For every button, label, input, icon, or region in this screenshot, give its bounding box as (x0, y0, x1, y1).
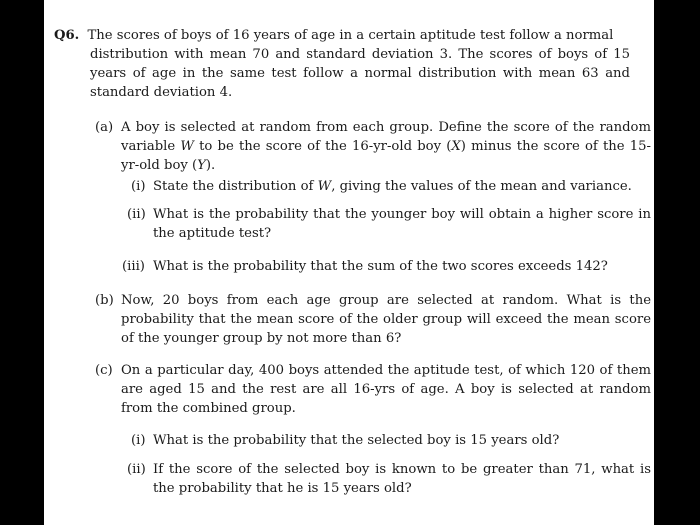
part-a (95, 118, 651, 175)
part-a-sub-iii-text: What is the probability that the sum of the two scores exceeds 142? (153, 259, 608, 274)
part-a-sub-i-label: (i) (131, 179, 146, 194)
question-number: Q6. (54, 28, 80, 43)
part-c-label: (c) (95, 363, 113, 378)
part-c-sub-i-label: (i) (131, 433, 146, 448)
part-a-text-1: A boy is selected at random from each group. Define the score of the random variable (121, 120, 651, 154)
part-a-text-3: ) minus the score of the 15-yr-old boy ( (121, 139, 651, 173)
part-b-label: (b) (95, 293, 114, 308)
part-a-sub-i-text-1: State the distribution of (153, 179, 318, 194)
var-w: W (180, 139, 194, 154)
question-intro-rest: distribution with mean 70 and standard deviation 3. The scores of boys of 15 years of age in the same test follow a normal distribution with mean 63 and standard deviation 4. (90, 47, 630, 100)
part-c-text: On a particular day, 400 boys attended the aptitude test, of which 120 of them are aged 15 and the rest are all 16-yrs of age. A boy is selected at random from the combined group. (121, 363, 651, 416)
var-x: X (451, 139, 461, 154)
part-a-text-4: ). (205, 158, 216, 173)
part-a-label: (a) (95, 120, 114, 135)
question-intro (54, 26, 630, 102)
part-c-sub-ii-text: If the score of the selected boy is known to be greater than 71, what is the probability that he is 15 years old? (153, 462, 651, 496)
part-a-sub-ii (127, 205, 651, 243)
part-b-text: Now, 20 boys from each age group are selected at random. What is the probability that the mean score of the older group will exceed the mean score of the younger group by not more than 6? (121, 293, 651, 346)
question-intro-line1: The scores of boys of 16 years of age in a certain aptitude test follow a normal (87, 28, 614, 43)
part-a-sub-ii-text: What is the probability that the younger boy will obtain a higher score in the aptitude test? (153, 207, 651, 241)
part-c-sub-i-text: What is the probability that the selected boy is 15 years old? (153, 433, 560, 448)
part-a-sub-i-text-2: , giving the values of the mean and variance. (331, 179, 632, 194)
part-a-sub-iii-label: (iii) (122, 259, 145, 274)
part-c-sub-ii (127, 460, 651, 498)
question-page (44, 0, 654, 525)
part-c-sub-ii-label: (ii) (127, 462, 146, 477)
part-c (95, 361, 651, 418)
part-b (95, 291, 651, 348)
part-a-text-2: to be the score of the 16-yr-old boy ( (193, 139, 452, 154)
var-y: Y (197, 158, 206, 173)
part-a-sub-i (131, 177, 651, 196)
part-a-sub-iii (122, 257, 651, 276)
part-c-sub-i (131, 431, 651, 450)
var-w: W (317, 179, 332, 194)
part-a-sub-ii-label: (ii) (127, 207, 146, 222)
